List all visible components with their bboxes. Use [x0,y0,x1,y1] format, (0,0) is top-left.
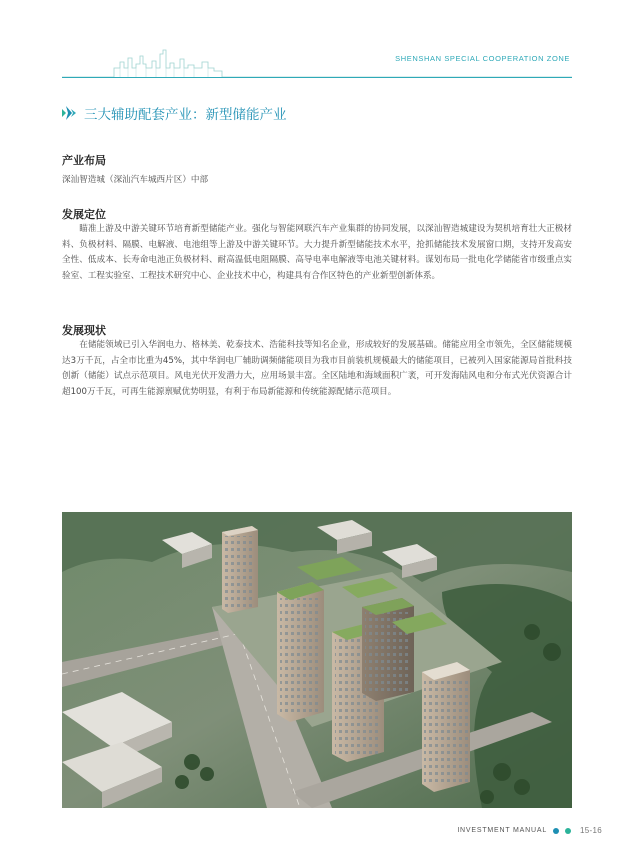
section-title [62,103,287,123]
layout-heading: 产业布局 [62,154,106,167]
aerial-building-rendering [62,512,572,808]
status-paragraph: 在储能领域已引入华润电力、格林美、乾泰技术、浩能科技等知名企业，形成较好的发展基础。储能应用全市领先，全区储能规模达3万千瓦，占全市比重为45%，其中华润电厂辅助调频储能项目为我市目前装机规模最大的储能项目，已被列入国家能源局首批科技创新（储能）试点示范项目。风电光伏开发潜力大，应用场景丰富。全区陆地和海域面积广袤，可开发海陆风电和分布式光伏资源合计超100万千瓦，可再生能源禀赋优势明显，有利于布局新能源和传统能源配储示范项目。 [62,340,572,397]
page-footer [457,826,602,835]
page-numbers: 15-16 [580,826,602,835]
positioning-paragraph: 瞄准上游及中游关键环节培育新型储能产业。强化与智能网联汽车产业集群的协同发展，以深汕智造城建设为契机培育壮大正极材料、负极材料、隔膜、电解液、电池组等上游及中游关键环节。大力提升新型储能技术水平，抢抓储能技术发展窗口期，支持开发高安全性、低成本、长寿命电池正负极材料、耐高温低电阻隔膜、高导电率电解液等电池关键材料。谋划布局一批电化学储能省市级重点实验室、工程实验室、工程技术研究中心、企业技术中心，构建具有合作区特色的产业新型创新体系。 [62,224,572,281]
section-title-text: 三大辅助配套产业：新型储能产业 [84,107,287,123]
status-heading: 发展现状 [62,324,106,337]
blue-dot-icon [553,828,559,834]
positioning-heading: 发展定位 [62,208,106,221]
manual-label: INVESTMENT MANUAL [457,827,548,834]
triple-arrow-icon [62,106,76,120]
zone-label: SHENSHAN SPECIAL COOPERATION ZONE [395,54,570,63]
green-dot-icon [565,828,571,834]
location-text: 深汕智造城（深汕汽车城西片区）中部 [62,175,209,185]
